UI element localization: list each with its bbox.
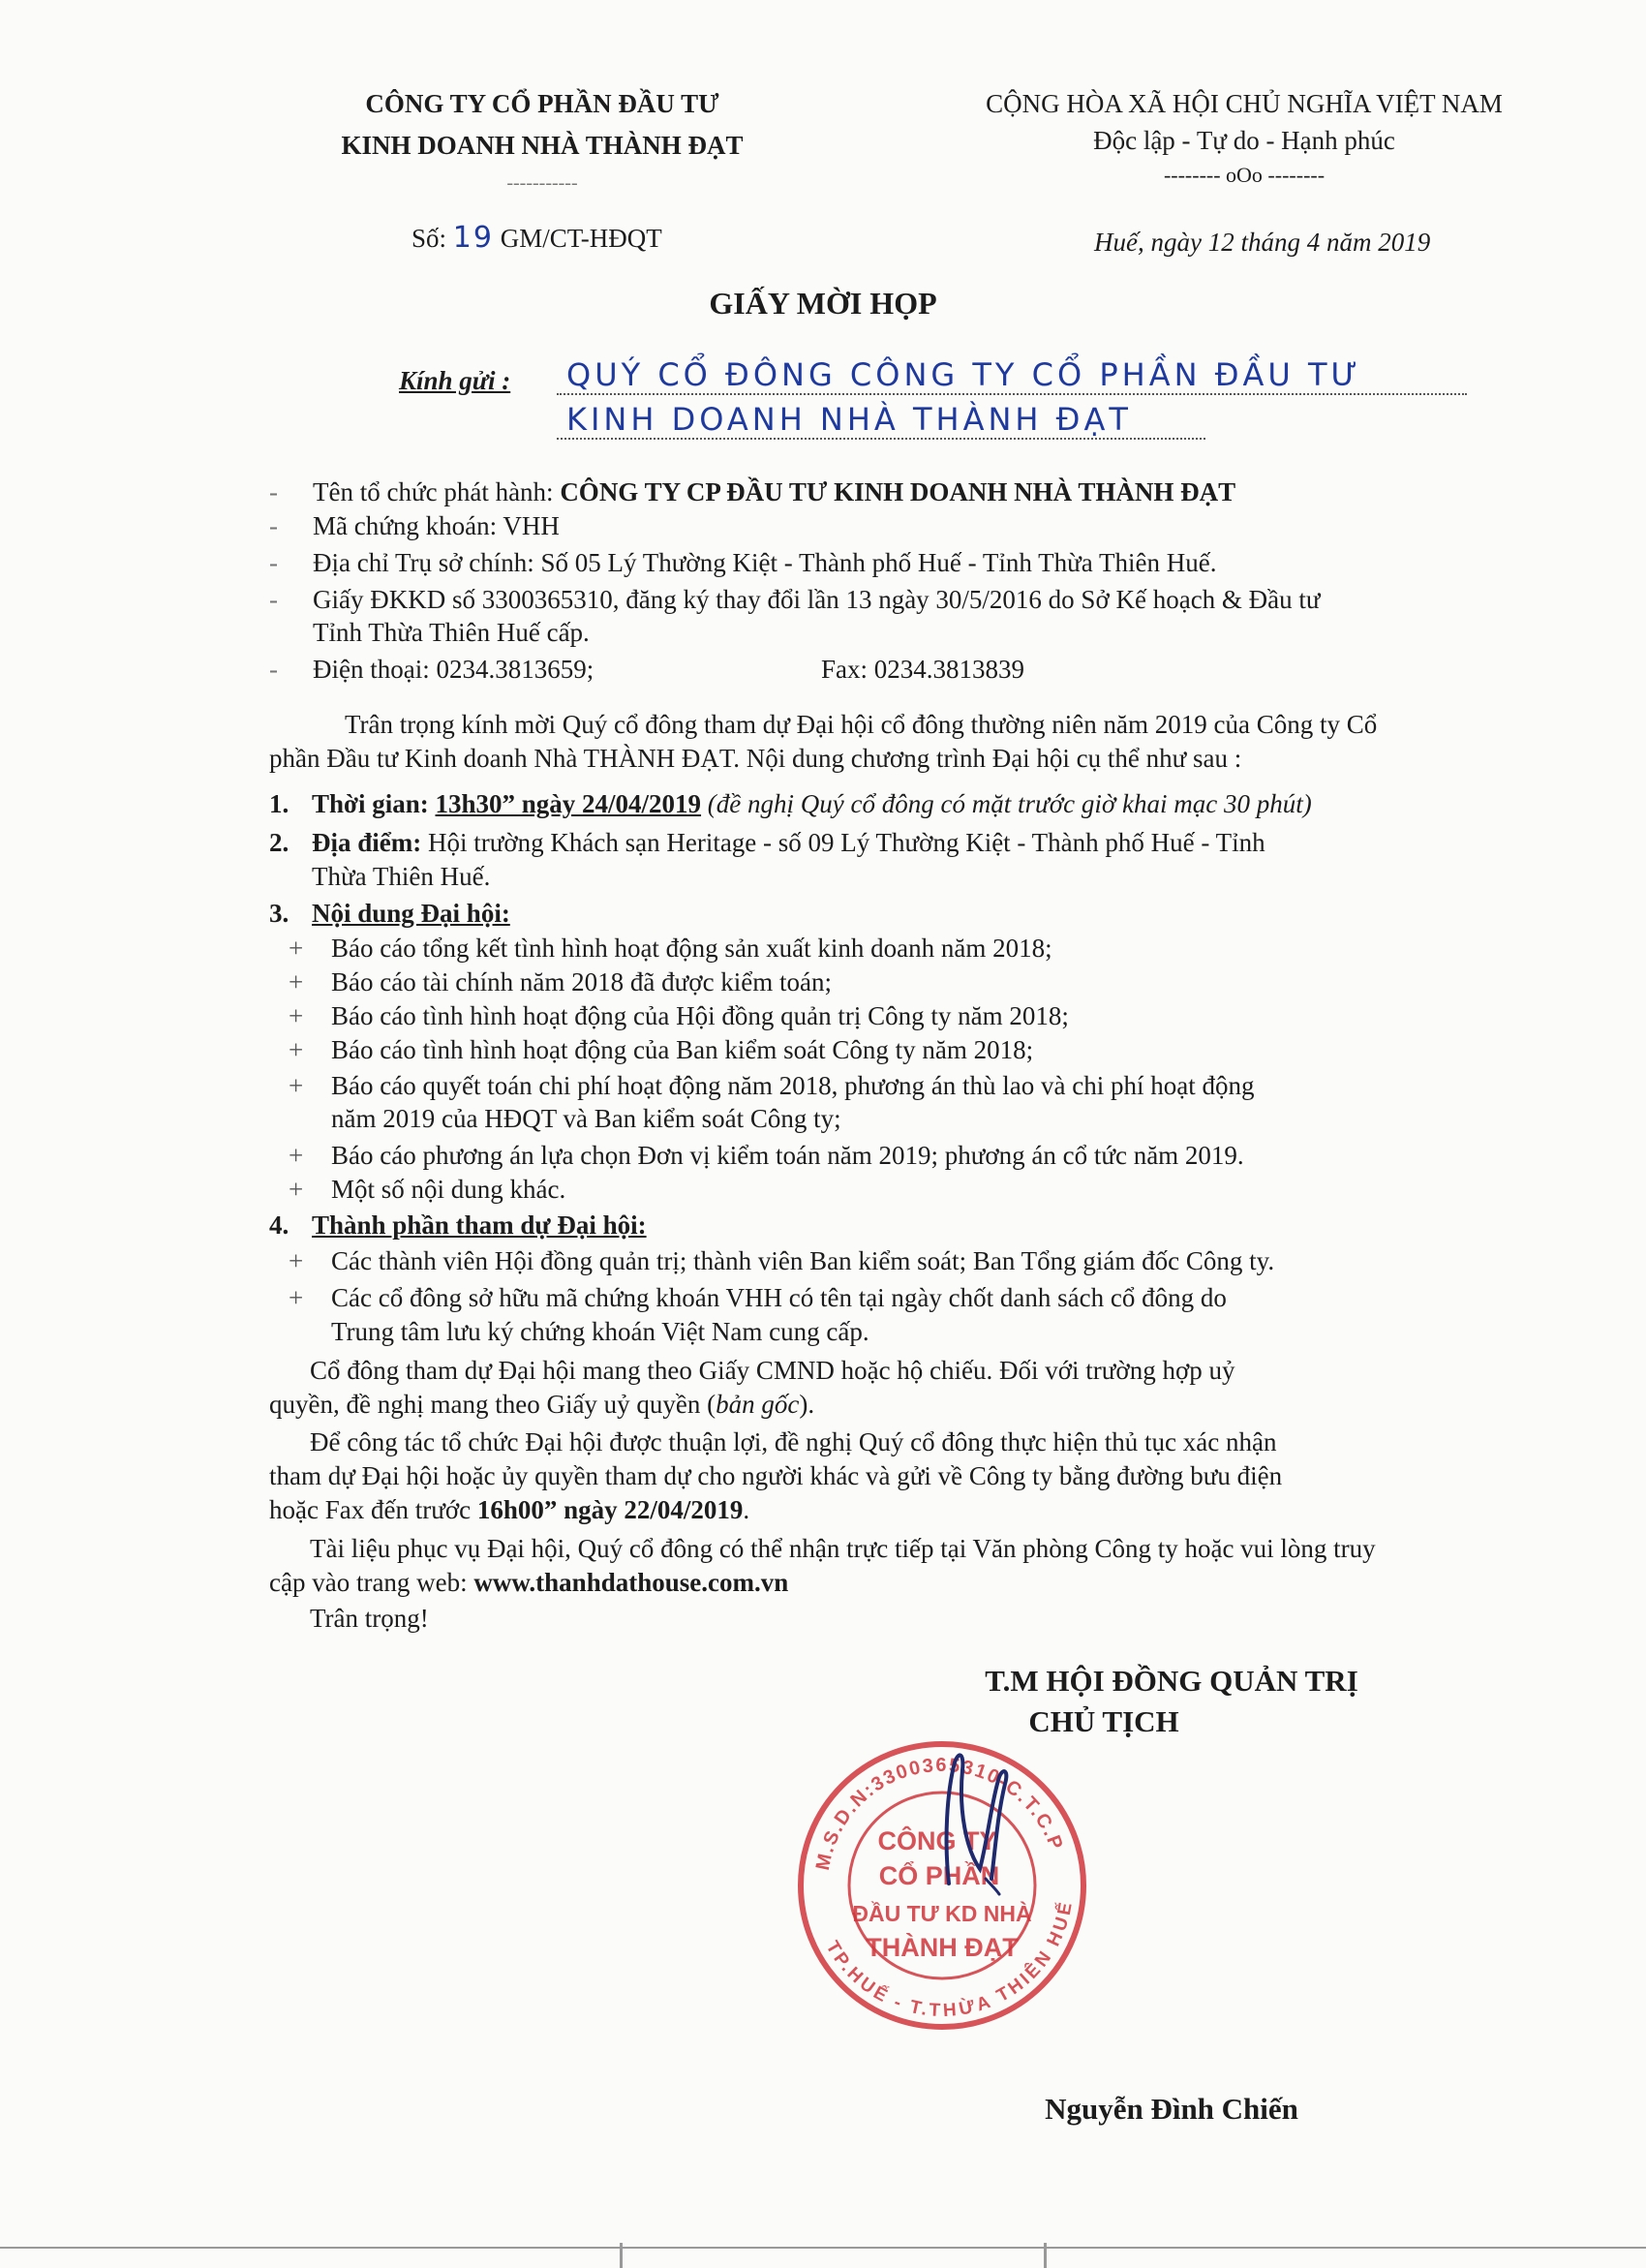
document-number	[412, 221, 662, 255]
page-edge-tick	[1044, 2243, 1047, 2268]
bullet: +	[289, 1283, 304, 1312]
docs-note-line1: Tài liệu phục vụ Đại hội, Quý cổ đông có thể nhận trực tiếp tại Văn phòng Công ty hoặc vui lòng truy	[310, 1534, 1376, 1563]
handwritten-signature	[891, 1724, 1036, 1917]
proxy-note-line1: Để công tác tổ chức Đại hội được thuận lợi, đề nghị Quý cổ đông thực hiện thủ tục xác nhận	[310, 1427, 1277, 1456]
bullet: +	[289, 967, 304, 996]
bullet: +	[289, 934, 304, 963]
place-line1: Hội trường Khách sạn Heritage - số 09 Lý Thường Kiệt - Thành phố Huế - Tỉnh	[427, 828, 1265, 857]
recipient-label: Kính gửi :	[399, 366, 511, 395]
fax: Fax: 0234.3813839	[821, 655, 1025, 684]
list-item: + Báo cáo tình hình hoạt động của Hội đồng quản trị Công ty năm 2018;	[289, 1001, 1069, 1030]
recipient-line2: KINH DOANH NHÀ THÀNH ĐẠT	[566, 401, 1132, 438]
country-name: CỘNG HÒA XÃ HỘI CHỦ NGHĨA VIỆT NAM	[986, 89, 1503, 118]
license-line2: Tỉnh Thừa Thiên Huế cấp.	[313, 618, 590, 647]
country-motto: Độc lập - Tự do - Hạnh phúc	[1093, 126, 1395, 155]
seal-line3: ĐẦU TƯ KD NHÀ	[852, 1901, 1032, 1926]
stock-code: Mã chứng khoán: VHH	[313, 511, 560, 540]
issuer-name-label: Tên tổ chức phát hành:	[313, 477, 554, 506]
place-label: Địa điểm:	[312, 828, 422, 857]
list-item: + Báo cáo tổng kết tình hình hoạt động sản xuất kinh doanh năm 2018;	[289, 934, 1052, 963]
item-time: 1. Thời gian: 13h30” ngày 24/04/2019 (đề nghị Quý cổ đông có mặt trước giờ khai mạc 30 phút)	[269, 789, 1312, 818]
list-item: + Báo cáo phương án lựa chọn Đơn vị kiểm toán năm 2019; phương án cổ tức năm 2019.	[289, 1141, 1244, 1170]
page-edge-line	[0, 2247, 1646, 2249]
company-rule: -----------	[506, 172, 578, 194]
attend-label: Thành phần tham dự Đại hội:	[312, 1211, 647, 1240]
doc-no-handwritten: 19	[452, 221, 494, 255]
seal-ring-text: M.S.D.N:3300365310-C.T.C.P	[811, 1754, 1068, 1873]
stock-code-row: - Mã chứng khoán: VHH	[269, 511, 560, 540]
time-label: Thời gian:	[312, 789, 429, 818]
proxy-note-line2: tham dự Đại hội hoặc ủy quyền tham dự cho người khác và gửi về Công ty bằng đường bưu điện	[269, 1461, 1283, 1490]
proxy-deadline: 16h00” ngày 22/04/2019	[476, 1495, 744, 1524]
bullet: +	[289, 1071, 304, 1100]
seal-line2: CỔ PHẦN	[878, 1861, 1000, 1890]
page-edge-tick	[620, 2243, 623, 2268]
issuer-name-row: - Tên tổ chức phát hành: CÔNG TY CP ĐẦU TƯ KINH DOANH NHÀ THÀNH ĐẠT	[269, 477, 1236, 506]
docs-note-line2: cập vào trang web: www.thanhdathouse.com.vn	[269, 1568, 789, 1597]
bullet: +	[289, 1141, 304, 1170]
list-item: + Một số nội dung khác.	[289, 1175, 566, 1204]
item-place: 2. Địa điểm: Hội trường Khách sạn Heritage - số 09 Lý Thường Kiệt - Thành phố Huế - Tỉnh	[269, 828, 1265, 857]
id-note-line1: Cổ đông tham dự Đại hội mang theo Giấy CMND hoặc hộ chiếu. Đối với trường hợp uỷ	[310, 1356, 1235, 1385]
place-line2: Thừa Thiên Huế.	[312, 862, 491, 891]
page-title: GIẤY MỜI HỌP	[709, 286, 937, 321]
time-value: 13h30” ngày 24/04/2019	[435, 789, 702, 818]
list-item: + Các thành viên Hội đồng quản trị; thành viên Ban kiểm soát; Ban Tổng giám đốc Công ty.	[289, 1246, 1275, 1275]
closing: Trân trọng!	[310, 1604, 429, 1633]
country-rule: -------- oOo --------	[1163, 163, 1326, 187]
seal-line1: CÔNG TY	[877, 1826, 997, 1855]
doc-no-suffix: GM/CT-HĐQT	[500, 224, 662, 253]
intro-line2: phần Đầu tư Kinh doanh Nhà THÀNH ĐẠT. Nội dung chương trình Đại hội cụ thể như sau :	[269, 744, 1242, 773]
list-item: + Báo cáo quyết toán chi phí hoạt động năm 2018, phương án thù lao và chi phí hoạt động	[289, 1071, 1255, 1100]
bullet: +	[289, 1246, 304, 1275]
company-name-line2: KINH DOANH NHÀ THÀNH ĐẠT	[341, 131, 744, 160]
license-row: - Giấy ĐKKD số 3300365310, đăng ký thay đổi lần 13 ngày 30/5/2016 do Sở Kế hoạch & Đầu tư	[269, 585, 1321, 614]
license-line1: Giấy ĐKKD số 3300365310, đăng ký thay đổi lần 13 ngày 30/5/2016 do Sở Kế hoạch & Đầu tư	[313, 585, 1321, 614]
doc-no-prefix: Số:	[412, 224, 447, 253]
list-item: + Báo cáo tình hình hoạt động của Ban kiểm soát Công ty năm 2018;	[289, 1035, 1034, 1064]
phone-row: - Điện thoại: 0234.3813659;	[269, 655, 594, 684]
list-item: + Các cổ đông sở hữu mã chứng khoán VHH có tên tại ngày chốt danh sách cổ đông do	[289, 1283, 1227, 1312]
bullet: +	[289, 1035, 304, 1064]
issuer-name-value: CÔNG TY CP ĐẦU TƯ KINH DOANH NHÀ THÀNH ĐẠT	[560, 477, 1236, 506]
list-item-continued: Trung tâm lưu ký chứng khoán Việt Nam cung cấp.	[331, 1317, 869, 1346]
list-item-continued: năm 2019 của HĐQT và Ban kiểm soát Công ty;	[331, 1104, 841, 1133]
signature-role: CHỦ TỊCH	[1028, 1704, 1179, 1738]
address: Địa chỉ Trụ sở chính: Số 05 Lý Thường Kiệt - Thành phố Huế - Tỉnh Thừa Thiên Huế.	[313, 548, 1217, 577]
bullet: +	[289, 1175, 304, 1204]
list-item: + Báo cáo tài chính năm 2018 đã được kiểm toán;	[289, 967, 833, 996]
signer-name: Nguyễn Đình Chiến	[1045, 2092, 1298, 2126]
id-note-line2: quyền, đề nghị mang theo Giấy uỷ quyền (bản gốc).	[269, 1390, 815, 1419]
seal-line4: THÀNH ĐẠT	[866, 1933, 1019, 1962]
website-link[interactable]: www.thanhdathouse.com.vn	[473, 1568, 789, 1597]
time-note: (đề nghị Quý cổ đông có mặt trước giờ khai mạc 30 phút)	[707, 789, 1312, 818]
signature-org: T.M HỘI ĐỒNG QUẢN TRỊ	[985, 1664, 1358, 1698]
seal-ring-bottom: TP.HUẾ - T.THỪA THIÊN HUẾ	[821, 1899, 1077, 2021]
address-row: - Địa chỉ Trụ sở chính: Số 05 Lý Thường Kiệt - Thành phố Huế - Tỉnh Thừa Thiên Huế.	[269, 548, 1217, 577]
recipient-line1: QUÝ CỔ ĐÔNG CÔNG TY CỔ PHẦN ĐẦU TƯ	[566, 356, 1361, 393]
phone: Điện thoại: 0234.3813659;	[313, 655, 594, 684]
content-label: Nội dung Đại hội:	[312, 899, 510, 928]
bullet: +	[289, 1001, 304, 1030]
item-attendees: 4. Thành phần tham dự Đại hội:	[269, 1211, 647, 1240]
item-content: 3. Nội dung Đại hội:	[269, 899, 510, 928]
intro-line1: Trân trọng kính mời Quý cổ đông tham dự Đại hội cổ đông thường niên năm 2019 của Công ty Cổ	[345, 710, 1378, 739]
issue-date: Huế, ngày 12 tháng 4 năm 2019	[1094, 228, 1431, 257]
proxy-note-line3: hoặc Fax đến trước 16h00” ngày 22/04/2019.	[269, 1495, 750, 1524]
company-name-line1: CÔNG TY CỔ PHẦN ĐẦU TƯ	[365, 89, 719, 118]
